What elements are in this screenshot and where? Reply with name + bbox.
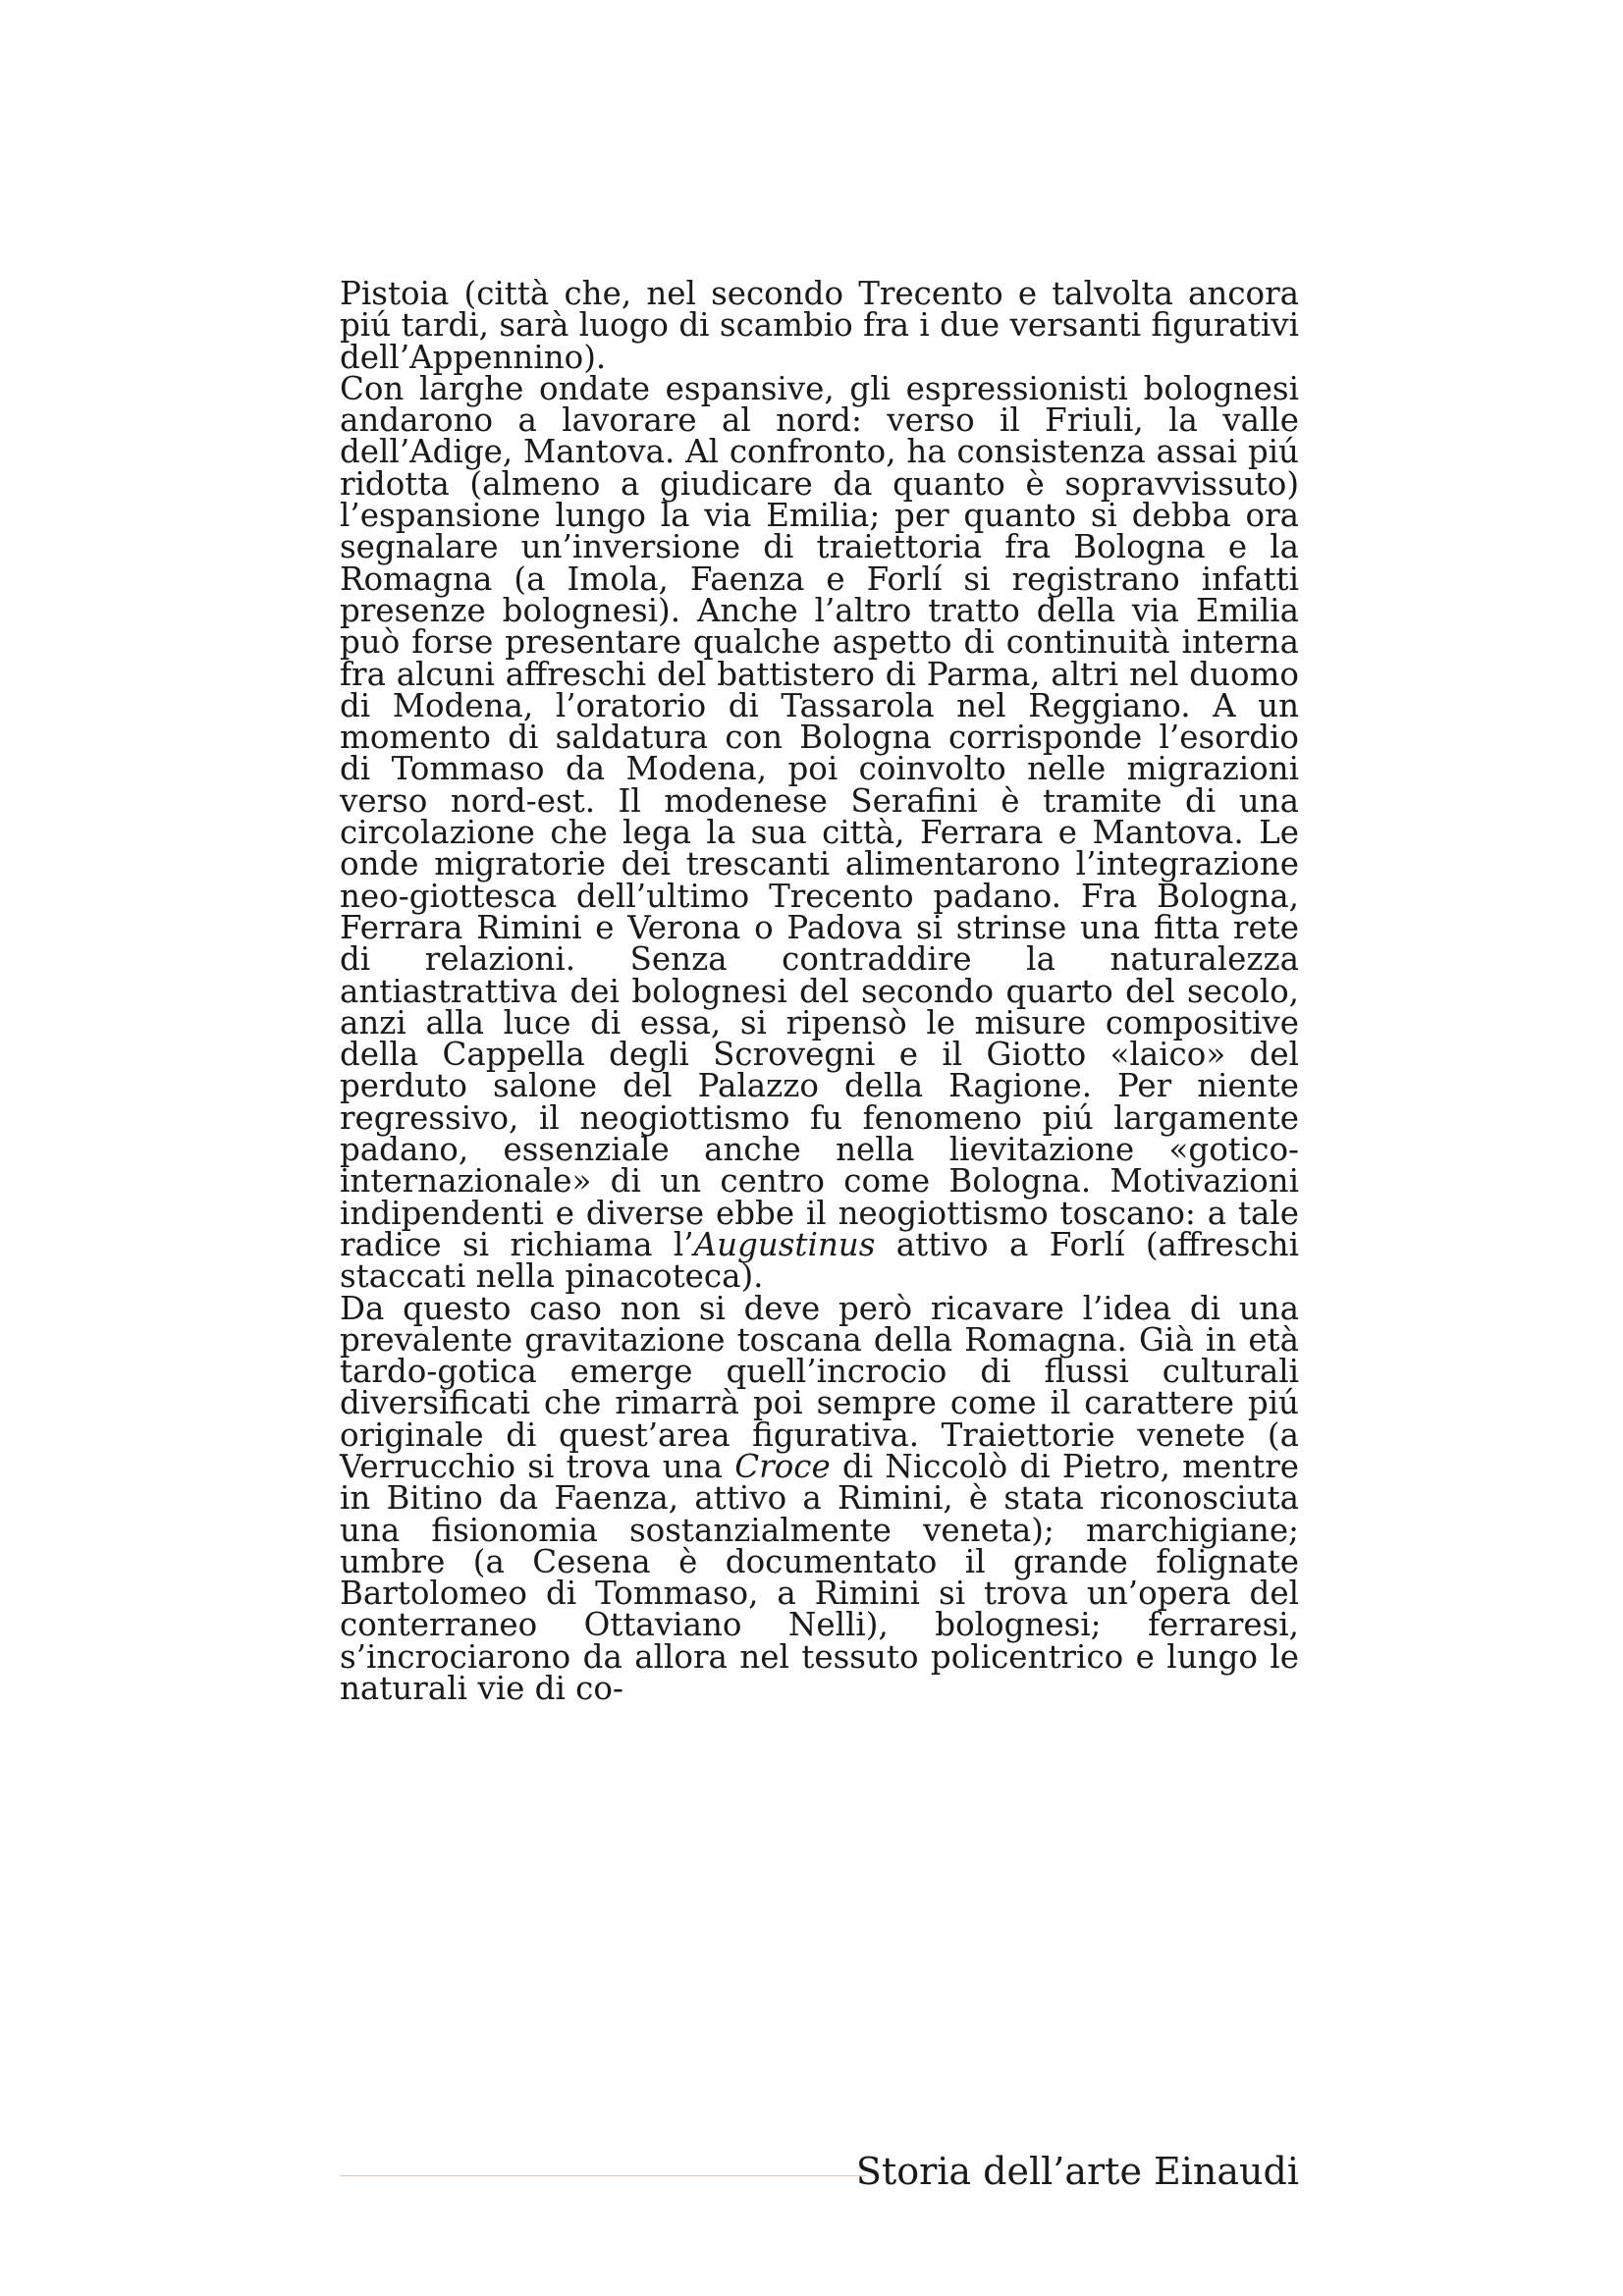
paragraph (340, 369, 1299, 1296)
paragraph (340, 275, 1299, 376)
body-text (340, 275, 1299, 1708)
footer-rule (340, 2175, 866, 2176)
italic-title: Croce (734, 1447, 831, 1485)
footer-series-title: Storia dell’arte Einaudi (855, 2150, 1299, 2193)
text-run: Con larghe ondate espansive, gli espressionisti bolognesi andarono a lavorare al nord: verso il Friuli, la valle dell’Adige, Mantova. Al confronto, ha consistenza assai piú ridotta (almeno a giudicare da quanto è sopravvissuto) l’espansione lungo la via Emilia; per quanto si debba ora segnalare un’inversione di traiettoria fra Bologna e la Romagna (a Imola, Faenza e Forlí si registrano infatti presenze bolognesi). Anche l’altro tratto della via Emilia può forse presentare qualche aspetto di continuità interna fra alcuni affreschi del battistero di Parma, altri nel duomo di Modena, l’oratorio di Tassarola nel Reggiano. A un momento di saldatura con Bologna corrisponde l’esordio di Tommaso da Modena, poi coinvolto nelle migrazioni verso nord-est. Il modenese Serafini è tramite di una circolazione che lega la sua città, Ferrara e Mantova. Le onde migratorie dei trescanti alimentarono l’integrazione neo-giottesca dell’ultimo Trecento padano. Fra Bologna, Ferrara Rimini e Verona o Padova si strinse una fitta rete di relazioni. Senza contraddire la naturalezza antiastrattiva dei bolognesi del secondo quarto del secolo, anzi alla luce di essa, si ripensò le misure compositive della Cappella degli Scrovegni e il Giotto «laico» del perduto salone del Palazzo della Ragione. Per niente regressivo, il neogiottismo fu fenomeno piú largamente padano, essenziale anche nella lievitazione «gotico-internazionale» di un centro come Bologna. Motivazioni indipendenti e diverse ebbe il neogiottismo toscano: a tale radice si richiama l’ (340, 369, 1299, 1263)
paragraph (340, 1289, 1299, 1708)
italic-title: Augustinus (693, 1225, 876, 1263)
text-run: Da questo caso non si deve però ricavare l’idea di una prevalente gravitazione toscana della Romagna. Già in età tardo-gotica emerge quell’incrocio di flussi culturali diversificati che rimarrà poi sempre come il carattere piú originale di quest’area figurativa. Traiettorie venete (a Verrucchio si trova una (340, 1289, 1299, 1485)
text-run: Pistoia (città che, nel secondo Trecento e talvolta ancora piú tardi, sarà luogo di scambio fra i due versanti figurativi dell’Appennino). (340, 275, 1299, 376)
text-run: attivo a Forlí (affreschi staccati nella pinacoteca). (340, 1225, 1299, 1296)
text-run: di Niccolò di Pietro, mentre in Bitino da Faenza, attivo a Rimini, è stata riconosciuta una fisionomia sostanzialmente veneta); marchigiane; umbre (a Cesena è documentato il grande folignate Bartolomeo di Tommaso, a Rimini si trova un’opera del conterraneo Ottaviano Nelli), bolognesi; ferraresi, s’incrociarono da allora nel tessuto policentrico e lungo le naturali vie di co- (340, 1447, 1299, 1708)
